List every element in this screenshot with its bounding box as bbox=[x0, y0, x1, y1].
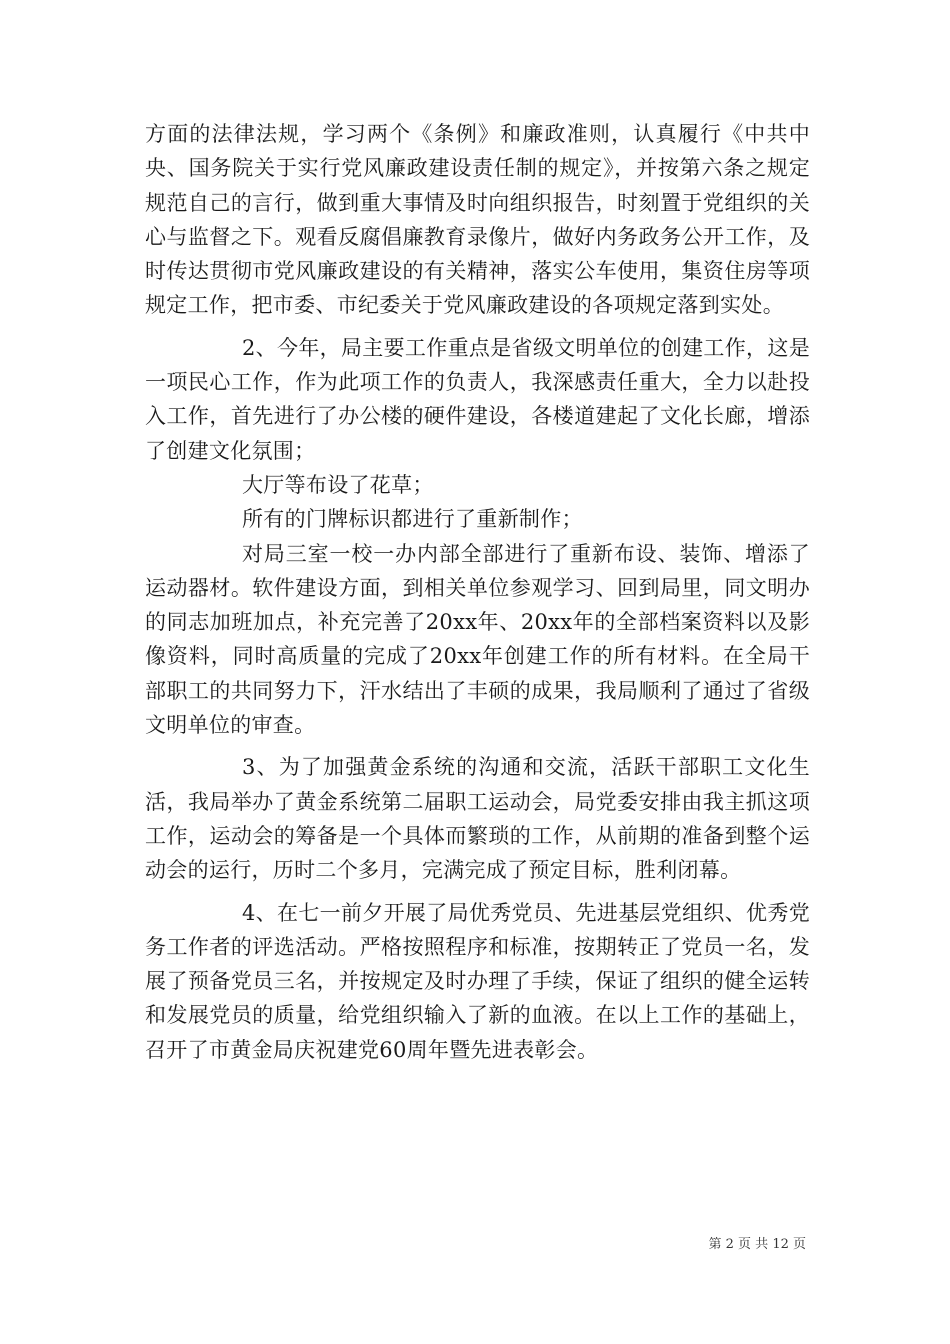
document-body bbox=[145, 117, 810, 1067]
paragraph-item-3: 3、为了加强黄金系统的沟通和交流，活跃干部职工文化生活，我局举办了黄金系统第二届职工运动会，局党委安排由我主抓这项工作，运动会的筹备是一个具体而繁琐的工作，从前期的准备到整个运动会的运行，历时二个多月，完满完成了预定目标，胜利闭幕。 bbox=[145, 755, 810, 883]
paragraph-item-2: 2、今年，局主要工作重点是省级文明单位的创建工作，这是一项民心工作，作为此项工作的负责人，我深感责任重大，全力以赴投入工作，首先进行了办公楼的硬件建设，各楼道建起了文化长廊，增添了创建文化氛围； bbox=[145, 335, 810, 463]
paragraph-item-4: 4、在七一前夕开展了局优秀党员、先进基层党组织、优秀党务工作者的评选活动。严格按照程序和标准，按期转正了党员一名，发展了预备党员三名，并按规定及时办理了手续，保证了组织的健全运转和发展党员的质量，给党组织输入了新的血液。在以上工作的基础上，召开了市黄金局庆祝建党60周年暨先进表彰会。 bbox=[145, 900, 810, 1062]
paragraph-continuation: 方面的法律法规，学习两个《条例》和廉政准则，认真履行《中共中央、国务院关于实行党风廉政建设责任制的规定》，并按第六条之规定规范自己的言行，做到重大事情及时向组织报告，时刻置于党组织的关心与监督之下。观看反腐倡廉教育录像片，做好内务政务公开工作，及时传达贯彻市党风廉政建设的有关精神，落实公车使用，集资住房等项规定工作，把市委、市纪委关于党风廉政建设的各项规定落到实处。 bbox=[145, 122, 810, 318]
paragraph-renovation: 对局三室一校一办内部全部进行了重新布设、装饰、增添了运动器材。软件建设方面，到相关单位参观学习、回到局里，同文明办的同志加班加点，补充完善了20xx年、20xx年的全部档案资料以及影像资料，同时高质量的完成了20xx年创建工作的所有材料。在全局干部职工的共同努力下，汗水结出了丰硕的成果，我局顺利了通过了省级文明单位的审查。 bbox=[145, 541, 810, 738]
page-number-footer: 第 2 页 共 12 页 bbox=[708, 1237, 806, 1252]
paragraph-door-signs: 所有的门牌标识都进行了重新制作； bbox=[242, 507, 583, 532]
paragraph-hall-plants: 大厅等布设了花草； bbox=[242, 472, 434, 497]
